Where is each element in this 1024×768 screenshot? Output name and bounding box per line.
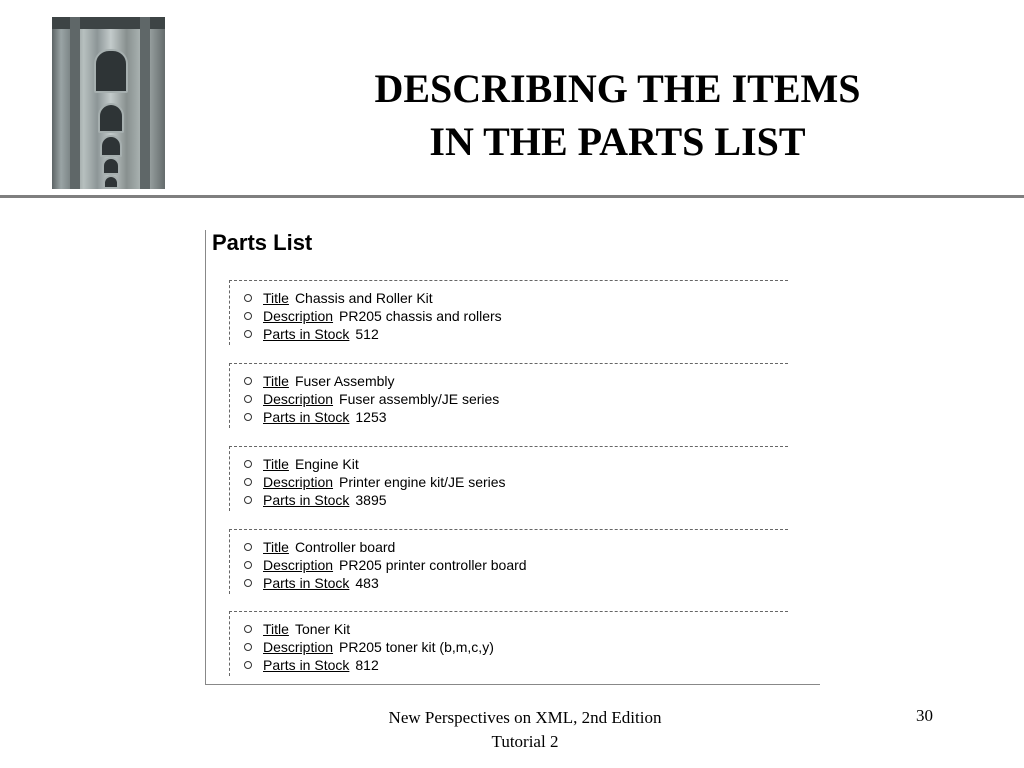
part-stock-value: 1253 [355,409,387,425]
circle-bullet-icon [244,413,252,421]
part-stock-value: 512 [355,326,379,342]
part-description-row [244,638,494,656]
part-description-value: PR205 printer controller board [339,557,527,573]
page-number: 30 [916,706,933,725]
part-title-row [244,455,359,473]
part-stock-value: 812 [355,657,379,673]
part-title-value: Fuser Assembly [294,373,395,389]
circle-bullet-icon [244,643,252,651]
footer-tutorial: Tutorial 2 [491,732,559,751]
circle-bullet-icon [244,312,252,320]
part-block [229,280,788,345]
description-link[interactable]: Description [263,308,334,324]
circle-bullet-icon [244,625,252,633]
part-description-row [244,473,506,491]
part-title-value: Controller board [294,539,396,555]
circle-bullet-icon [244,496,252,504]
part-title-row [244,289,433,307]
stock-link[interactable]: Parts in Stock [263,326,350,342]
part-stock-row [244,574,379,592]
part-description-row [244,307,502,325]
part-description-row [244,556,527,574]
part-description-row [244,390,499,408]
part-title-value: Chassis and Roller Kit [294,290,433,306]
part-stock-row [244,491,387,509]
circle-bullet-icon [244,330,252,338]
footer [325,706,725,754]
description-link[interactable]: Description [263,557,334,573]
part-description-value: Printer engine kit/JE series [339,474,506,490]
part-stock-value: 483 [355,575,379,591]
circle-bullet-icon [244,460,252,468]
part-title-row [244,620,350,638]
part-block [229,446,788,511]
part-title-value: Engine Kit [294,456,359,472]
part-title-value: Toner Kit [294,621,351,637]
stock-link[interactable]: Parts in Stock [263,575,350,591]
circle-bullet-icon [244,377,252,385]
circle-bullet-icon [244,294,252,302]
stock-link[interactable]: Parts in Stock [263,492,350,508]
part-description-value: PR205 toner kit (b,m,c,y) [339,639,494,655]
parts-list-heading: Parts List [212,230,313,255]
circle-bullet-icon [244,395,252,403]
slide-title-line-2: IN THE PARTS LIST [429,119,806,164]
circle-bullet-icon [244,561,252,569]
description-link[interactable]: Description [263,639,334,655]
circle-bullet-icon [244,579,252,587]
part-title-row [244,372,395,390]
slide-title-line-1: DESCRIBING THE ITEMS [374,66,861,111]
part-description-value: Fuser assembly/JE series [339,391,500,407]
divider-rule [0,195,1024,198]
title-link[interactable]: Title [263,621,289,637]
stock-link[interactable]: Parts in Stock [263,409,350,425]
part-block [229,529,788,594]
part-title-row [244,538,395,556]
title-link[interactable]: Title [263,373,289,389]
title-link[interactable]: Title [263,290,289,306]
circle-bullet-icon [244,661,252,669]
footer-book-title: New Perspectives on XML, 2nd Edition [388,708,662,727]
bridge-photo [52,17,165,189]
slide-title [290,62,945,168]
part-description-value: PR205 chassis and rollers [339,308,502,324]
part-block [229,611,788,676]
part-block [229,363,788,428]
description-link[interactable]: Description [263,391,334,407]
circle-bullet-icon [244,478,252,486]
part-stock-row [244,325,379,343]
circle-bullet-icon [244,543,252,551]
part-stock-row [244,656,379,674]
title-link[interactable]: Title [263,456,289,472]
title-link[interactable]: Title [263,539,289,555]
part-stock-row [244,408,387,426]
parts-list-screenshot [205,230,820,685]
description-link[interactable]: Description [263,474,334,490]
stock-link[interactable]: Parts in Stock [263,657,350,673]
part-stock-value: 3895 [355,492,387,508]
